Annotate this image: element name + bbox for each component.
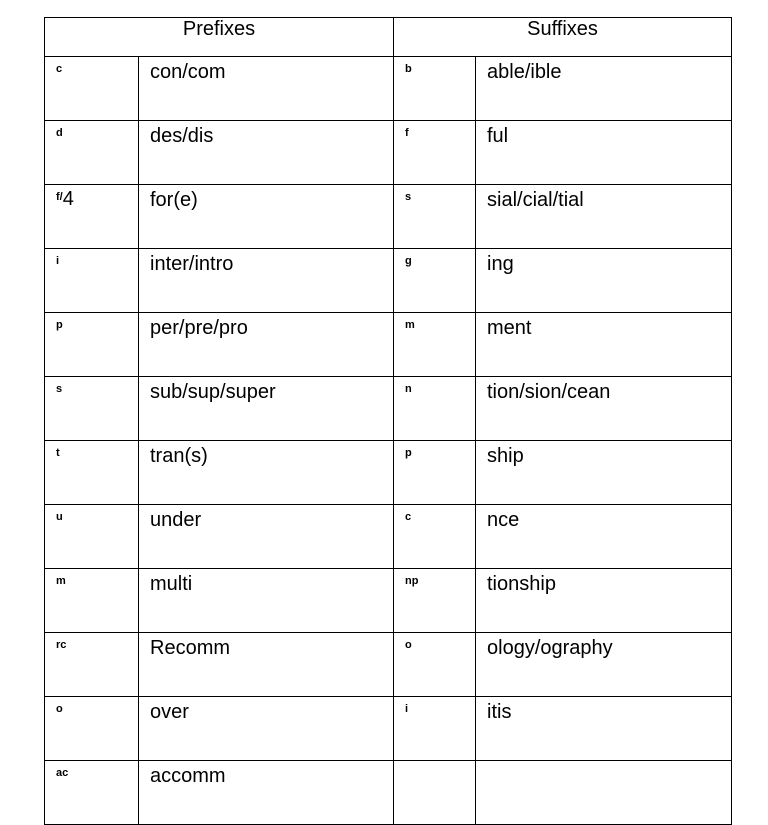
prefix-code-cell: rc [45,633,139,697]
prefix-cell: sub/sup/super [139,377,394,441]
table-row [45,121,732,185]
prefix-code-cell: i [45,249,139,313]
table-row [45,761,732,825]
suffix-cell: itis [476,697,732,761]
table-row [45,633,732,697]
suffix-cell: ment [476,313,732,377]
suffix-code-cell: g [394,249,476,313]
suffix-code-cell: o [394,633,476,697]
prefix-code-cell [45,185,139,249]
code-number-part: 4 [62,188,74,210]
suffix-cell: nce [476,505,732,569]
table-row [45,185,732,249]
table-row [45,569,732,633]
prefix-cell: des/dis [139,121,394,185]
suffix-cell: able/ible [476,57,732,121]
suffix-code-cell: m [394,313,476,377]
prefix-code-cell: m [45,569,139,633]
header-row [45,18,732,57]
table-row [45,697,732,761]
suffix-code-cell: n [394,377,476,441]
table-row [45,377,732,441]
suffix-code-cell: s [394,185,476,249]
suffix-code-cell: f [394,121,476,185]
prefix-cell: per/pre/pro [139,313,394,377]
prefix-cell: Recomm [139,633,394,697]
prefix-code-cell: c [45,57,139,121]
suffix-cell: tion/sion/cean [476,377,732,441]
suffix-cell: sial/cial/tial [476,185,732,249]
suffix-cell [476,761,732,825]
prefix-cell: multi [139,569,394,633]
prefix-code-cell: o [45,697,139,761]
suffix-code-cell: np [394,569,476,633]
suffix-code-cell: i [394,697,476,761]
suffix-cell: ology/ography [476,633,732,697]
prefix-code-cell: t [45,441,139,505]
suffix-code-cell [394,761,476,825]
table-row [45,313,732,377]
prefix-code-cell: p [45,313,139,377]
abbreviation-table [44,17,732,825]
suffixes-header: Suffixes [394,18,732,57]
table-row [45,249,732,313]
suffix-cell: ship [476,441,732,505]
prefix-code-cell: ac [45,761,139,825]
prefix-cell: inter/intro [139,249,394,313]
suffix-code-cell: b [394,57,476,121]
prefix-cell: for(e) [139,185,394,249]
prefixes-header: Prefixes [45,18,394,57]
suffix-code-cell: p [394,441,476,505]
prefix-code-cell: u [45,505,139,569]
prefix-cell: under [139,505,394,569]
table-row [45,57,732,121]
suffix-cell: ful [476,121,732,185]
suffix-cell: ing [476,249,732,313]
prefix-code-cell: d [45,121,139,185]
suffix-code-cell: c [394,505,476,569]
prefix-cell: con/com [139,57,394,121]
table-row [45,505,732,569]
suffix-cell: tionship [476,569,732,633]
table-body [45,57,732,825]
prefix-cell: accomm [139,761,394,825]
code-prefix-part: f/ [56,191,63,203]
prefix-code-cell: s [45,377,139,441]
table-row [45,441,732,505]
prefix-cell: over [139,697,394,761]
prefix-cell: tran(s) [139,441,394,505]
